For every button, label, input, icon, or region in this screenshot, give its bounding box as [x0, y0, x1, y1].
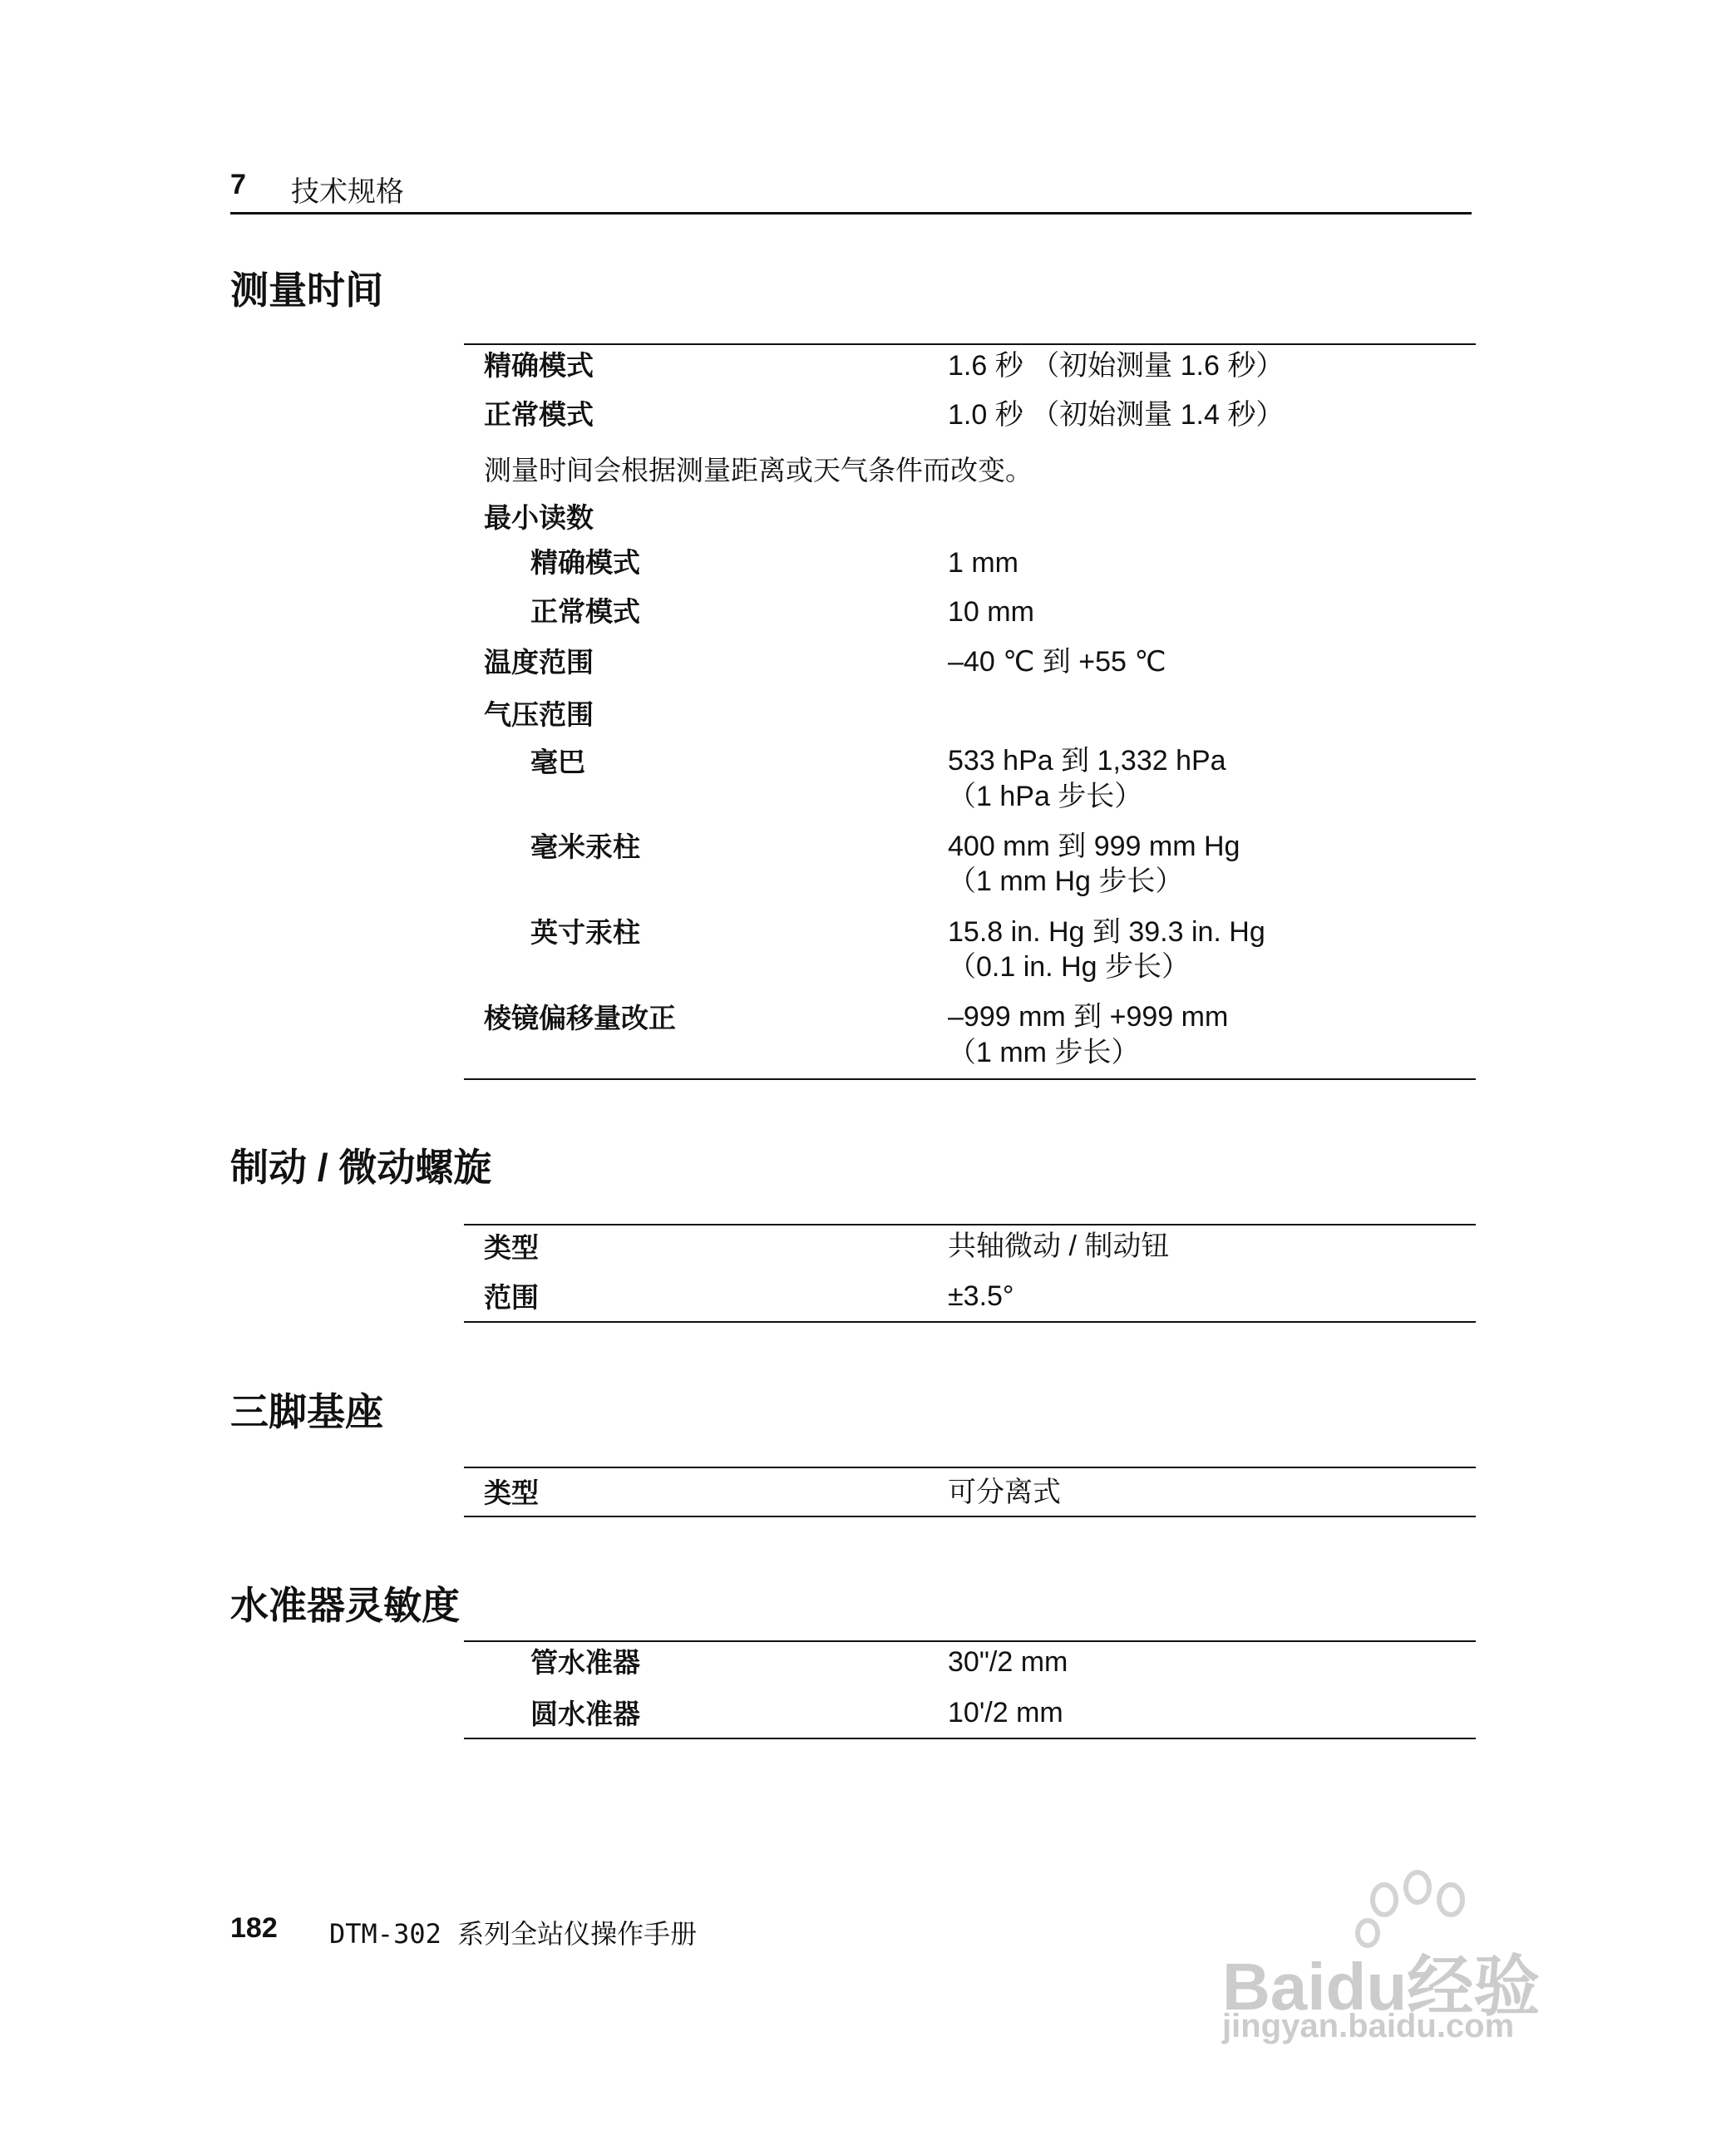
row-label: 正常模式: [484, 399, 594, 430]
watermark-brand: Baidu经验: [1222, 1950, 1541, 2024]
table-rule: [464, 343, 1476, 345]
row-label: 温度范围: [484, 647, 594, 678]
row-value: 1.6 秒 （初始测量 1.6 秒）: [948, 350, 1285, 382]
row-label: 圆水准器: [530, 1699, 640, 1729]
row-value: 30"/2 mm: [948, 1646, 1068, 1678]
page-number: 182: [230, 1912, 278, 1944]
row-label: 精确模式: [484, 350, 594, 381]
row-label: 类型: [484, 1477, 539, 1508]
row-value: –999 mm 到 +999 mm: [948, 1001, 1229, 1033]
row-value: 400 mm 到 999 mm Hg: [948, 831, 1240, 862]
row-label: 管水准器: [530, 1647, 640, 1678]
row-label: 棱镜偏移量改正: [484, 1003, 676, 1033]
section-title-tribrach: 三脚基座: [230, 1390, 383, 1433]
row-value: ±3.5°: [948, 1280, 1014, 1312]
chapter-title: 技术规格: [291, 176, 404, 208]
chapter-number: 7: [230, 169, 246, 200]
section-title-measure-time: 测量时间: [230, 269, 383, 312]
row-label: 英寸汞柱: [530, 917, 640, 948]
row-value: 15.8 in. Hg 到 39.3 in. Hg: [948, 916, 1265, 948]
row-label: 气压范围: [484, 699, 594, 730]
table-rule: [464, 1224, 1476, 1225]
row-label: 精确模式: [530, 547, 640, 578]
row-value: 1.0 秒 （初始测量 1.4 秒）: [948, 399, 1285, 431]
row-value: 1 mm: [948, 547, 1018, 579]
table-rule: [464, 1321, 1476, 1323]
measure-time-note: 测量时间会根据测量距离或天气条件而改变。: [484, 455, 1033, 486]
row-value-step: （1 hPa 步长）: [948, 781, 1143, 812]
table-rule: [464, 1467, 1476, 1468]
row-value: 10'/2 mm: [948, 1697, 1063, 1728]
baidu-jingyan-watermark: [1218, 1867, 1617, 2049]
row-value: –40 ℃ 到 +55 ℃: [948, 646, 1166, 678]
row-value-step: （0.1 in. Hg 步长）: [948, 951, 1190, 983]
manual-title: DTM-302 系列全站仪操作手册: [329, 1918, 698, 1950]
row-label: 正常模式: [530, 596, 640, 627]
row-value-step: （1 mm Hg 步长）: [948, 865, 1184, 897]
row-value: 共轴微动 / 制动钮: [948, 1230, 1170, 1262]
row-value-step: （1 mm 步长）: [948, 1037, 1140, 1068]
row-label: 最小读数: [484, 502, 594, 533]
row-label: 类型: [484, 1232, 539, 1263]
table-rule: [464, 1640, 1476, 1642]
section-title-clamp-tangent: 制动 / 微动螺旋: [230, 1146, 492, 1189]
row-label: 范围: [484, 1282, 539, 1313]
header-rule: [230, 212, 1472, 215]
section-title-level-sensitivity: 水准器灵敏度: [230, 1584, 460, 1627]
row-label: 毫米汞柱: [530, 831, 640, 862]
row-label: 毫巴: [530, 747, 585, 777]
row-value: 10 mm: [948, 596, 1034, 628]
table-rule: [464, 1516, 1476, 1517]
row-value: 可分离式: [948, 1477, 1061, 1508]
row-value: 533 hPa 到 1,332 hPa: [948, 745, 1226, 777]
watermark-url: jingyan.baidu.com: [1222, 2008, 1515, 2044]
table-rule: [464, 1078, 1476, 1080]
table-rule: [464, 1738, 1476, 1739]
